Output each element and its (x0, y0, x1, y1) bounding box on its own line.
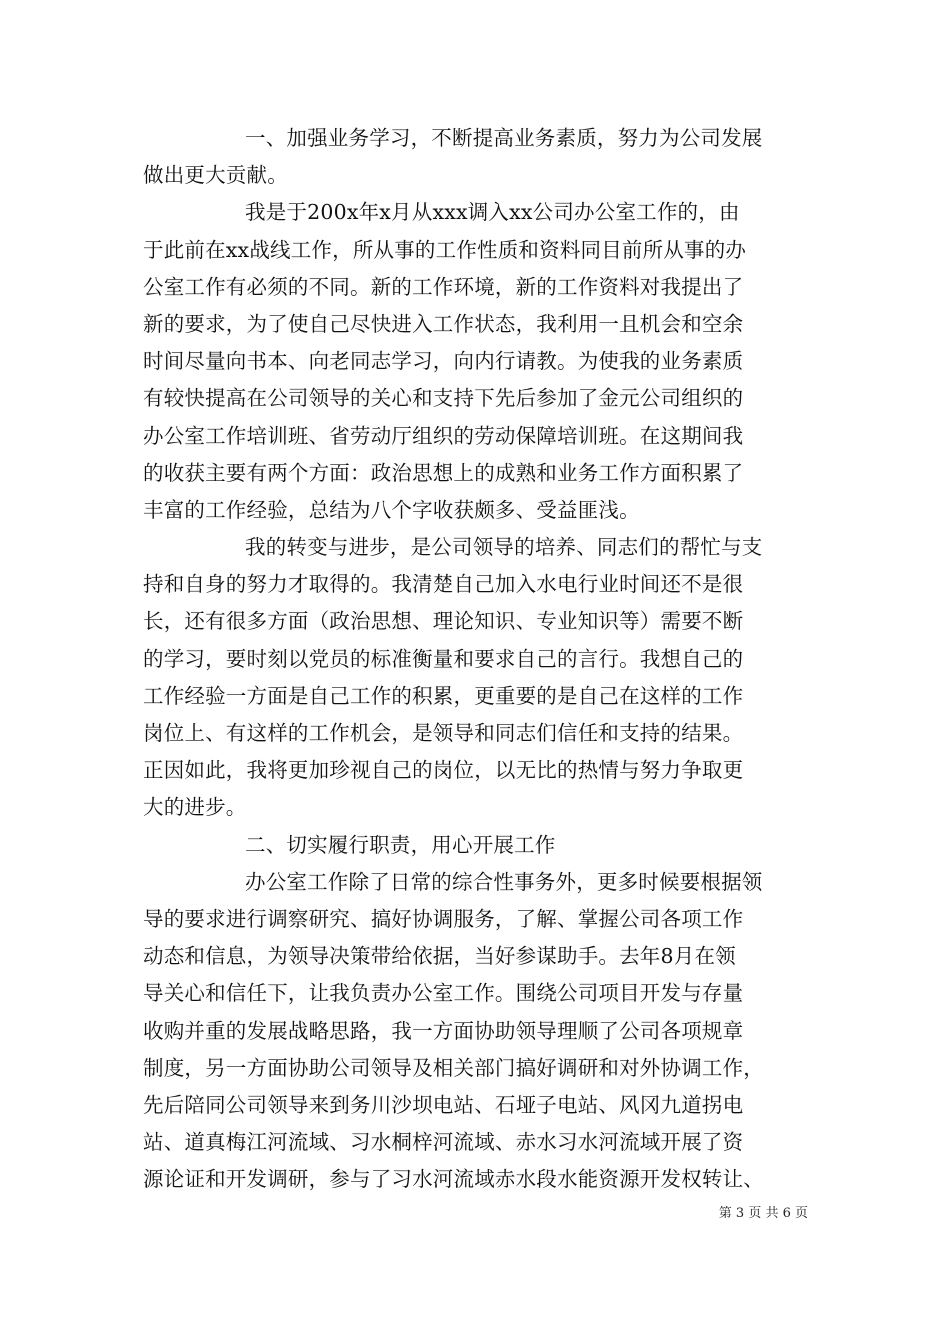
text-line: 的收获主要有两个方面：政治思想上的成熟和业务工作方面积累了 (143, 460, 744, 485)
text-line: 制度，另一方面协助公司领导及相关部门搞好调研和对外协调工作， (143, 1055, 764, 1080)
text-line: 导关心和信任下，让我负责办公室工作。围绕公司项目开发与存量 (143, 981, 744, 1006)
text-line: 丰富的工作经验，总结为八个字收获颇多、受益匪浅。 (143, 497, 640, 522)
text-line: 工作经验一方面是自己工作的积累，更重要的是自己在这样的工作 (143, 683, 744, 708)
text-line: 做出更大贡献。 (143, 163, 288, 188)
text-line: 有较快提高在公司领导的关心和支持下先后参加了金元公司组织的 (143, 386, 744, 411)
paragraph-start: 我是于200x年x月从xxx调入xx公司办公室工作的，由 (245, 200, 740, 225)
text-line: 收购并重的发展战略思路，我一方面协助领导理顺了公司各项规章 (143, 1018, 744, 1043)
text-line: 时间尽量向书本、向老同志学习，向内行请教。为使我的业务素质 (143, 349, 744, 374)
text-line: 办公室工作培训班、省劳动厅组织的劳动保障培训班。在这期间我 (143, 423, 744, 448)
text-line: 大的进步。 (143, 795, 247, 820)
text-line: 导的要求进行调察研究、搞好协调服务，了解、掌握公司各项工作 (143, 906, 744, 931)
text-line: 公室工作有必须的不同。新的工作环境，新的工作资料对我提出了 (143, 274, 744, 299)
section-heading-1: 一、加强业务学习，不断提高业务素质，努力为公司发展 (245, 126, 763, 150)
text-line: 岗位上、有这样的工作机会，是领导和同志们信任和支持的结果。 (143, 721, 744, 745)
text-line: 于此前在xx战线工作，所从事的工作性质和资料同目前所从事的办 (143, 237, 747, 262)
text-line: 的学习，要时刻以党员的标准衡量和要求自己的言行。我想自己的 (143, 646, 744, 671)
text-line: 新的要求，为了使自己尽快进入工作状态，我利用一且机会和空余 (143, 311, 744, 336)
document-body (143, 120, 813, 1198)
page-number: 第 3 页 共 6 页 (718, 1206, 808, 1221)
section-heading-2: 二、切实履行职责，用心开展工作 (245, 832, 556, 857)
text-line: 动态和信息，为领导决策带给依据，当好参谋助手。去年8月在领 (143, 944, 736, 969)
text-line: 先后陪同公司领导来到务川沙坝电站、石垭子电站、风冈九道拐电 (143, 1092, 744, 1117)
text-line: 持和自身的努力才取得的。我清楚自己加入水电行业时间还不是很 (143, 572, 744, 597)
paragraph-start: 我的转变与进步，是公司领导的培养、同志们的帮忙与支 (245, 535, 763, 560)
text-line: 长，还有很多方面（政治思想、理论知识、专业知识等）需要不断 (143, 609, 744, 634)
text-line: 正因如此，我将更加珍视自己的岗位，以无比的热情与努力争取更 (143, 758, 744, 783)
text-line: 源论证和开发调研，参与了习水河流域赤水段水能资源开发权转让、 (143, 1167, 764, 1192)
text-line: 站、道真梅江河流域、习水桐梓河流域、赤水习水河流域开展了资 (143, 1130, 744, 1155)
paragraph-start: 办公室工作除了日常的综合性事务外，更多时候要根据领 (245, 869, 763, 894)
